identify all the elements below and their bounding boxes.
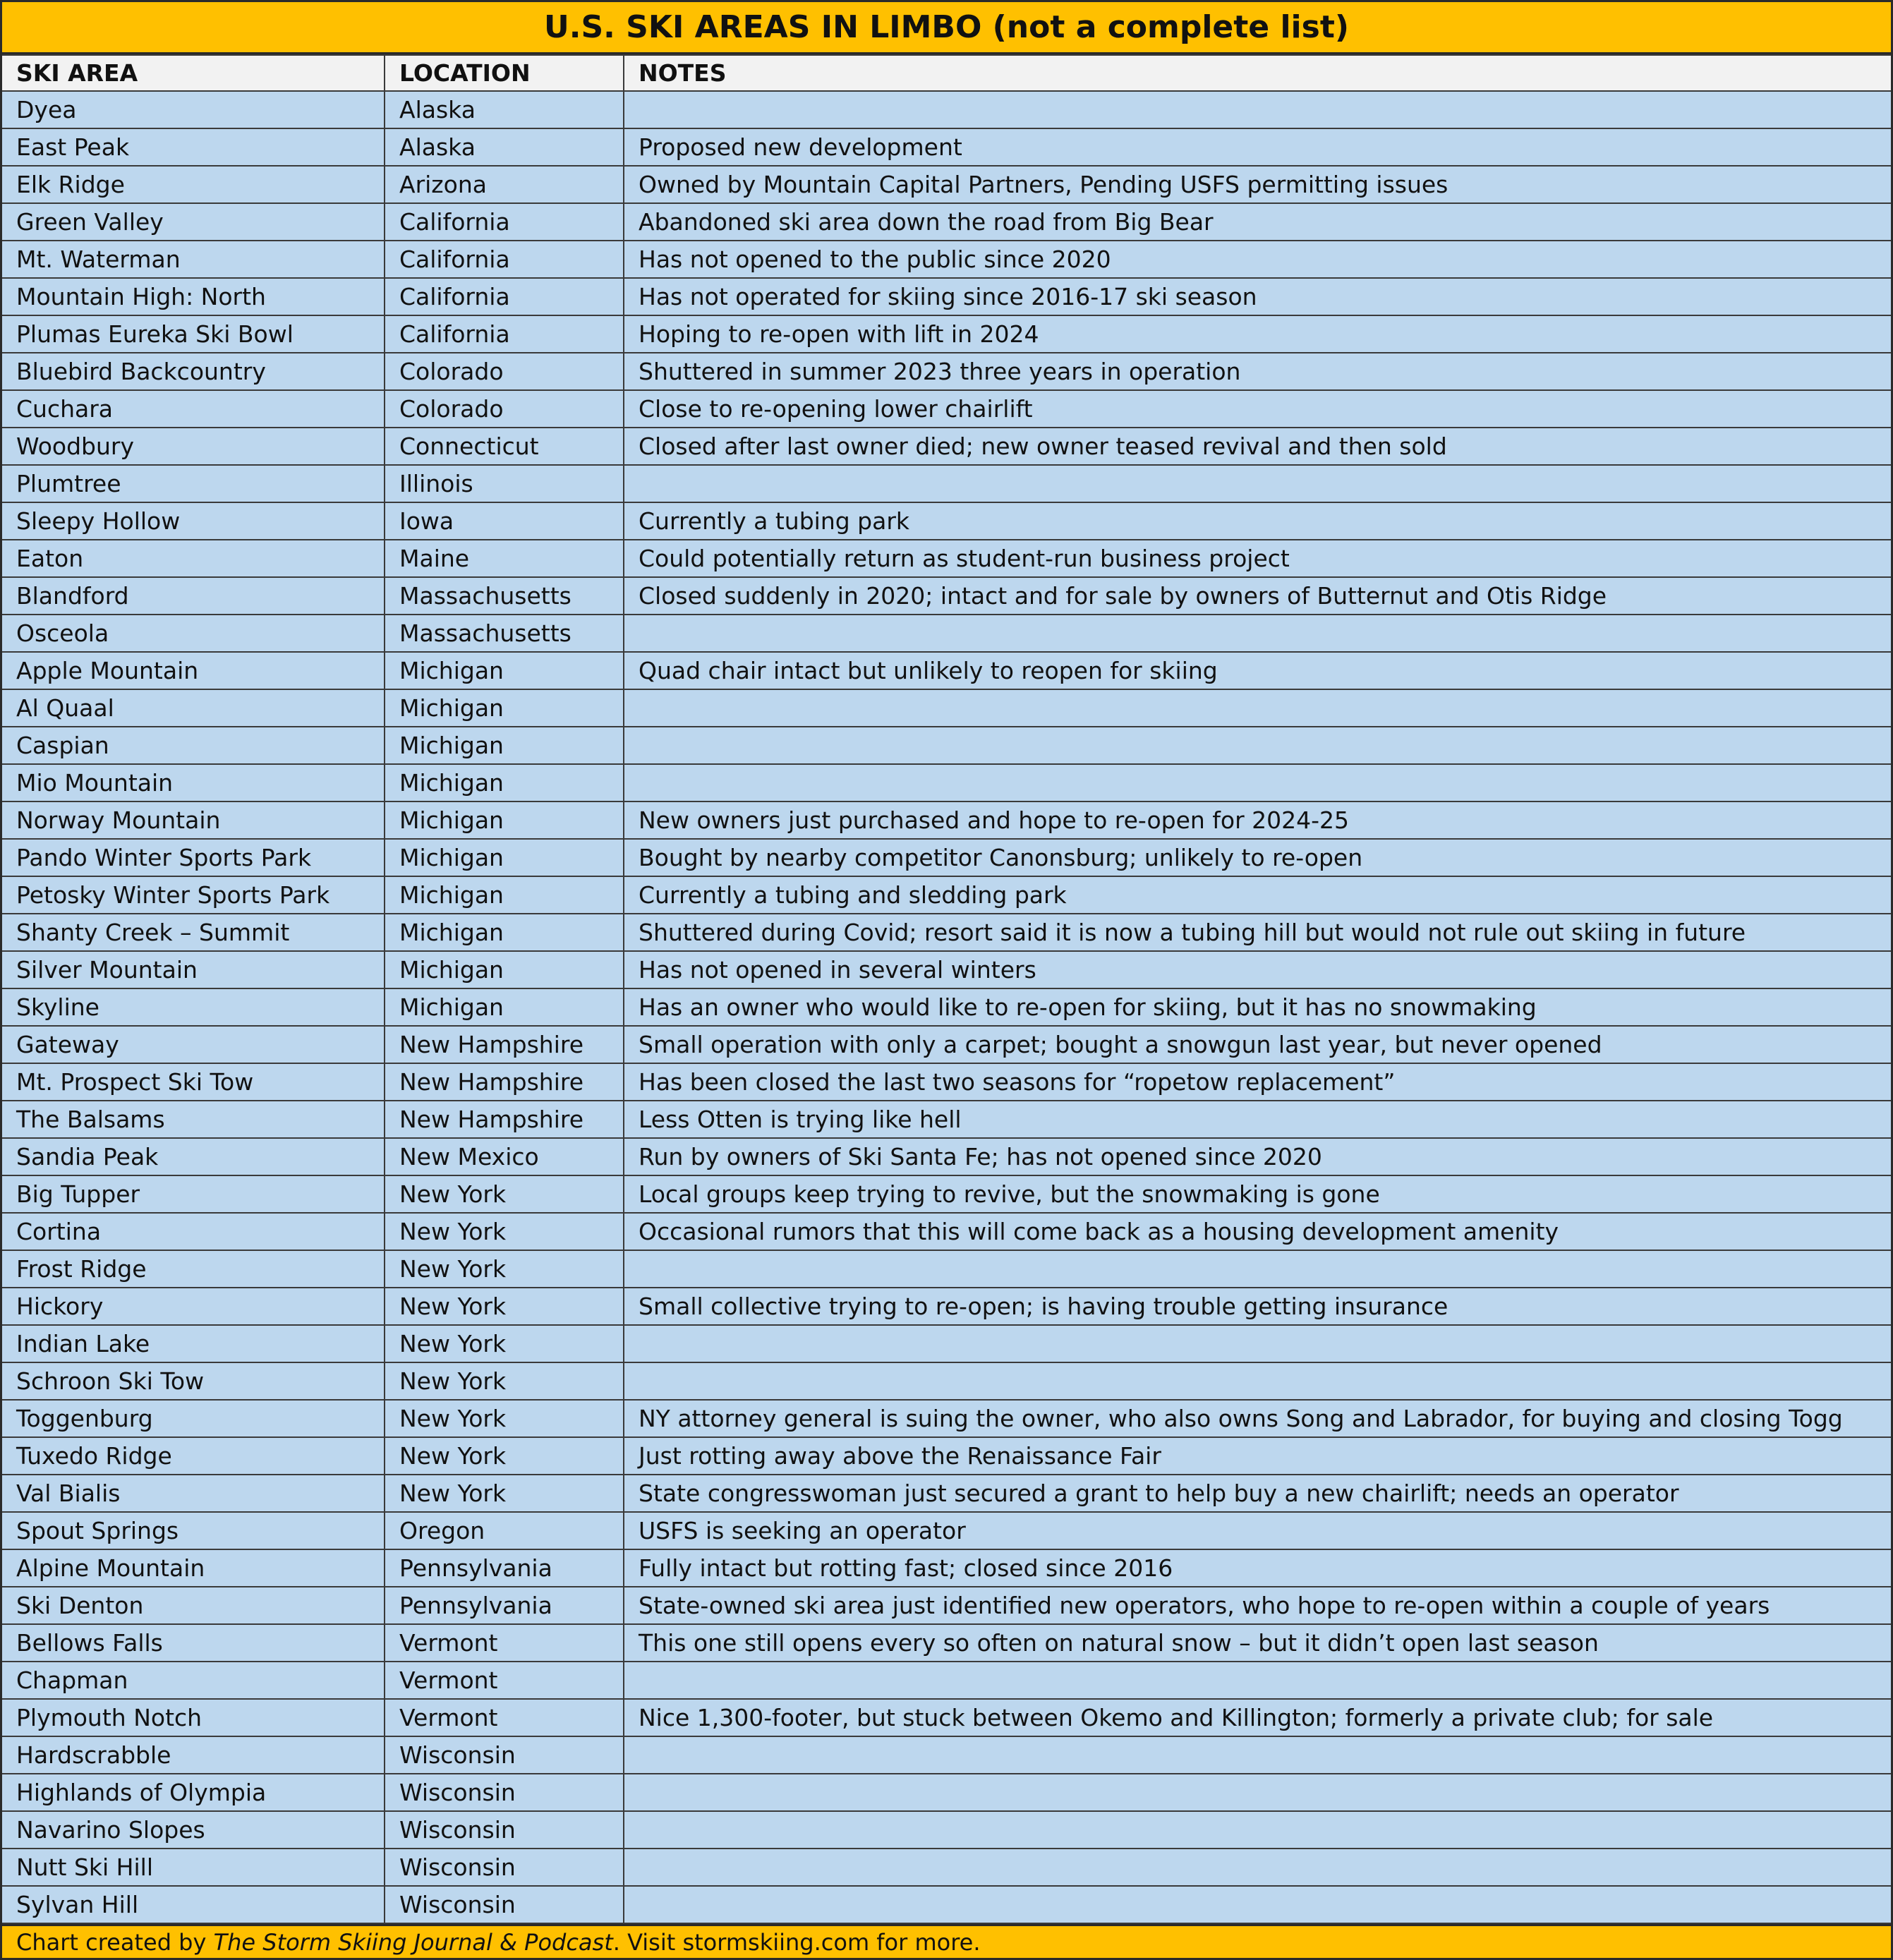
cell-notes: [624, 91, 1891, 128]
cell-location: Massachusetts: [385, 615, 624, 652]
cell-location: Michigan: [385, 652, 624, 689]
cell-ski-area: Plumas Eureka Ski Bowl: [2, 315, 385, 353]
cell-notes: This one still opens every so often on natural snow – but it didn’t open last season: [624, 1624, 1891, 1662]
cell-location: Michigan: [385, 988, 624, 1026]
table-row: [2, 1849, 1891, 1886]
cell-notes: Closed after last owner died; new owner teased revival and then sold: [624, 428, 1891, 465]
cell-notes: Small operation with only a carpet; bought a snowgun last year, but never opened: [624, 1026, 1891, 1063]
cell-ski-area: Bellows Falls: [2, 1624, 385, 1662]
cell-ski-area: Norway Mountain: [2, 801, 385, 839]
cell-ski-area: Gateway: [2, 1026, 385, 1063]
cell-location: Vermont: [385, 1699, 624, 1736]
cell-notes: Small collective trying to re-open; is having trouble getting insurance: [624, 1288, 1891, 1325]
footer-suffix: . Visit stormskiing.com for more.: [612, 1928, 981, 1956]
cell-location: Michigan: [385, 727, 624, 764]
table-row: [2, 1101, 1891, 1138]
cell-notes: Quad chair intact but unlikely to reopen for skiing: [624, 652, 1891, 689]
cell-location: Colorado: [385, 390, 624, 428]
cell-notes: Shuttered during Covid; resort said it is now a tubing hill but would not rule out skiing in future: [624, 914, 1891, 951]
table-row: [2, 764, 1891, 801]
cell-ski-area: The Balsams: [2, 1101, 385, 1138]
cell-ski-area: Tuxedo Ridge: [2, 1437, 385, 1475]
cell-ski-area: Al Quaal: [2, 689, 385, 727]
table-row: [2, 689, 1891, 727]
cell-location: Maine: [385, 540, 624, 577]
cell-notes: Has not opened in several winters: [624, 951, 1891, 988]
cell-ski-area: Mt. Prospect Ski Tow: [2, 1063, 385, 1101]
cell-ski-area: Cuchara: [2, 390, 385, 428]
cell-ski-area: Petosky Winter Sports Park: [2, 876, 385, 914]
cell-ski-area: Hickory: [2, 1288, 385, 1325]
table-row: [2, 839, 1891, 876]
cell-location: California: [385, 315, 624, 353]
cell-notes: Fully intact but rotting fast; closed since 2016: [624, 1549, 1891, 1587]
table-row: [2, 1325, 1891, 1362]
cell-ski-area: Hardscrabble: [2, 1736, 385, 1774]
cell-ski-area: Elk Ridge: [2, 166, 385, 203]
cell-location: Michigan: [385, 914, 624, 951]
cell-ski-area: Toggenburg: [2, 1400, 385, 1437]
cell-notes: NY attorney general is suing the owner, who also owns Song and Labrador, for buying and closing Togg: [624, 1400, 1891, 1437]
cell-location: Michigan: [385, 951, 624, 988]
table-row: [2, 1475, 1891, 1512]
cell-location: New York: [385, 1213, 624, 1250]
cell-ski-area: Ski Denton: [2, 1587, 385, 1624]
cell-location: Wisconsin: [385, 1886, 624, 1923]
cell-location: Illinois: [385, 465, 624, 502]
cell-ski-area: Frost Ridge: [2, 1250, 385, 1288]
cell-notes: State congresswoman just secured a grant to help buy a new chairlift; needs an operator: [624, 1475, 1891, 1512]
cell-ski-area: Woodbury: [2, 428, 385, 465]
cell-notes: Could potentially return as student-run business project: [624, 540, 1891, 577]
cell-notes: [624, 1774, 1891, 1811]
cell-location: New York: [385, 1437, 624, 1475]
cell-notes: Closed suddenly in 2020; intact and for sale by owners of Butternut and Otis Ridge: [624, 577, 1891, 615]
table-row: [2, 1624, 1891, 1662]
cell-notes: [624, 1736, 1891, 1774]
cell-notes: Bought by nearby competitor Canonsburg; unlikely to re-open: [624, 839, 1891, 876]
cell-location: Iowa: [385, 502, 624, 540]
cell-ski-area: Chapman: [2, 1662, 385, 1699]
cell-notes: [624, 465, 1891, 502]
table-row: [2, 1736, 1891, 1774]
cell-location: Michigan: [385, 876, 624, 914]
cell-notes: Has not operated for skiing since 2016-17 ski season: [624, 278, 1891, 315]
column-header-row: [2, 55, 1891, 91]
cell-ski-area: Dyea: [2, 91, 385, 128]
table-row: [2, 128, 1891, 166]
cell-location: New Mexico: [385, 1138, 624, 1175]
cell-notes: [624, 764, 1891, 801]
cell-ski-area: Apple Mountain: [2, 652, 385, 689]
cell-notes: Just rotting away above the Renaissance Fair: [624, 1437, 1891, 1475]
table-row: [2, 1512, 1891, 1549]
cell-notes: [624, 1849, 1891, 1886]
cell-location: Michigan: [385, 764, 624, 801]
cell-notes: [624, 615, 1891, 652]
table-row: [2, 1138, 1891, 1175]
cell-ski-area: Eaton: [2, 540, 385, 577]
table-row: [2, 315, 1891, 353]
cell-location: New Hampshire: [385, 1063, 624, 1101]
cell-ski-area: Pando Winter Sports Park: [2, 839, 385, 876]
cell-ski-area: Skyline: [2, 988, 385, 1026]
table-row: [2, 1437, 1891, 1475]
cell-ski-area: Cortina: [2, 1213, 385, 1250]
cell-notes: [624, 689, 1891, 727]
cell-location: New York: [385, 1325, 624, 1362]
cell-ski-area: Big Tupper: [2, 1175, 385, 1213]
cell-location: Michigan: [385, 801, 624, 839]
cell-location: New York: [385, 1362, 624, 1400]
table-row: [2, 1175, 1891, 1213]
footer-credit: [2, 1924, 1891, 1958]
table-body: [2, 91, 1891, 1923]
cell-location: Vermont: [385, 1624, 624, 1662]
table-row: [2, 652, 1891, 689]
cell-ski-area: Highlands of Olympia: [2, 1774, 385, 1811]
column-header-location: LOCATION: [385, 55, 624, 91]
table-row: [2, 91, 1891, 128]
cell-notes: Currently a tubing and sledding park: [624, 876, 1891, 914]
cell-ski-area: East Peak: [2, 128, 385, 166]
cell-ski-area: Green Valley: [2, 203, 385, 241]
table-row: [2, 1288, 1891, 1325]
table-row: [2, 1886, 1891, 1923]
table-row: [2, 540, 1891, 577]
cell-ski-area: Bluebird Backcountry: [2, 353, 385, 390]
table-row: [2, 1774, 1891, 1811]
table-row: [2, 241, 1891, 278]
cell-notes: Less Otten is trying like hell: [624, 1101, 1891, 1138]
footer-source: The Storm Skiing Journal & Podcast: [213, 1928, 613, 1956]
cell-location: Arizona: [385, 166, 624, 203]
cell-location: New York: [385, 1475, 624, 1512]
cell-notes: Has an owner who would like to re-open for skiing, but it has no snowmaking: [624, 988, 1891, 1026]
cell-ski-area: Mountain High: North: [2, 278, 385, 315]
cell-notes: [624, 1886, 1891, 1923]
cell-location: New Hampshire: [385, 1101, 624, 1138]
cell-location: New York: [385, 1400, 624, 1437]
cell-notes: [624, 1325, 1891, 1362]
table-row: [2, 951, 1891, 988]
table-row: [2, 1699, 1891, 1736]
column-header-notes: NOTES: [624, 55, 1891, 91]
table-row: [2, 1026, 1891, 1063]
cell-location: Wisconsin: [385, 1736, 624, 1774]
cell-location: Pennsylvania: [385, 1587, 624, 1624]
table-row: [2, 278, 1891, 315]
cell-location: California: [385, 278, 624, 315]
cell-ski-area: Plumtree: [2, 465, 385, 502]
cell-notes: Hoping to re-open with lift in 2024: [624, 315, 1891, 353]
cell-notes: Currently a tubing park: [624, 502, 1891, 540]
cell-location: New York: [385, 1175, 624, 1213]
cell-notes: [624, 1250, 1891, 1288]
cell-location: New York: [385, 1250, 624, 1288]
cell-notes: Abandoned ski area down the road from Big Bear: [624, 203, 1891, 241]
cell-location: Connecticut: [385, 428, 624, 465]
cell-ski-area: Mio Mountain: [2, 764, 385, 801]
cell-location: New York: [385, 1288, 624, 1325]
table-row: [2, 1400, 1891, 1437]
cell-notes: State-owned ski area just identified new operators, who hope to re-open within a couple of years: [624, 1587, 1891, 1624]
table-row: [2, 390, 1891, 428]
table-row: [2, 203, 1891, 241]
cell-notes: Has not opened to the public since 2020: [624, 241, 1891, 278]
table-row: [2, 1811, 1891, 1849]
cell-notes: USFS is seeking an operator: [624, 1512, 1891, 1549]
table-row: [2, 1213, 1891, 1250]
table-row: [2, 801, 1891, 839]
cell-notes: Shuttered in summer 2023 three years in operation: [624, 353, 1891, 390]
table-row: [2, 914, 1891, 951]
cell-location: Massachusetts: [385, 577, 624, 615]
cell-location: Wisconsin: [385, 1849, 624, 1886]
table-title: U.S. SKI AREAS IN LIMBO (not a complete list): [2, 2, 1891, 54]
cell-location: Alaska: [385, 128, 624, 166]
cell-notes: Nice 1,300-footer, but stuck between Okemo and Killington; formerly a private club; for sale: [624, 1699, 1891, 1736]
cell-location: Alaska: [385, 91, 624, 128]
table-row: [2, 428, 1891, 465]
cell-notes: Has been closed the last two seasons for “ropetow replacement”: [624, 1063, 1891, 1101]
table-row: [2, 465, 1891, 502]
table-row: [2, 1362, 1891, 1400]
cell-location: Michigan: [385, 839, 624, 876]
cell-location: California: [385, 203, 624, 241]
cell-ski-area: Nutt Ski Hill: [2, 1849, 385, 1886]
cell-ski-area: Shanty Creek – Summit: [2, 914, 385, 951]
table-row: [2, 1250, 1891, 1288]
table-row: [2, 727, 1891, 764]
cell-location: Vermont: [385, 1662, 624, 1699]
cell-location: Oregon: [385, 1512, 624, 1549]
cell-location: California: [385, 241, 624, 278]
cell-ski-area: Indian Lake: [2, 1325, 385, 1362]
cell-notes: Occasional rumors that this will come back as a housing development amenity: [624, 1213, 1891, 1250]
footer-prefix: Chart created by: [16, 1928, 207, 1956]
cell-ski-area: Caspian: [2, 727, 385, 764]
cell-notes: [624, 1362, 1891, 1400]
cell-notes: Proposed new development: [624, 128, 1891, 166]
cell-notes: [624, 1662, 1891, 1699]
column-header-ski-area: SKI AREA: [2, 55, 385, 91]
cell-notes: Run by owners of Ski Santa Fe; has not opened since 2020: [624, 1138, 1891, 1175]
cell-location: New Hampshire: [385, 1026, 624, 1063]
cell-ski-area: Sandia Peak: [2, 1138, 385, 1175]
cell-notes: Owned by Mountain Capital Partners, Pending USFS permitting issues: [624, 166, 1891, 203]
table-row: [2, 615, 1891, 652]
cell-notes: Local groups keep trying to revive, but the snowmaking is gone: [624, 1175, 1891, 1213]
table-row: [2, 1549, 1891, 1587]
cell-ski-area: Sylvan Hill: [2, 1886, 385, 1923]
cell-notes: Close to re-opening lower chairlift: [624, 390, 1891, 428]
cell-ski-area: Plymouth Notch: [2, 1699, 385, 1736]
cell-notes: [624, 727, 1891, 764]
ski-areas-table: [2, 54, 1891, 1924]
table-row: [2, 353, 1891, 390]
table-row: [2, 1587, 1891, 1624]
cell-notes: New owners just purchased and hope to re-open for 2024-25: [624, 801, 1891, 839]
cell-ski-area: Osceola: [2, 615, 385, 652]
cell-ski-area: Spout Springs: [2, 1512, 385, 1549]
table-row: [2, 1063, 1891, 1101]
table-row: [2, 166, 1891, 203]
cell-location: Colorado: [385, 353, 624, 390]
cell-location: Wisconsin: [385, 1774, 624, 1811]
cell-ski-area: Blandford: [2, 577, 385, 615]
cell-ski-area: Navarino Slopes: [2, 1811, 385, 1849]
cell-ski-area: Alpine Mountain: [2, 1549, 385, 1587]
table-row: [2, 502, 1891, 540]
table-row: [2, 577, 1891, 615]
cell-ski-area: Sleepy Hollow: [2, 502, 385, 540]
table-row: [2, 876, 1891, 914]
table-row: [2, 988, 1891, 1026]
cell-ski-area: Mt. Waterman: [2, 241, 385, 278]
cell-location: Michigan: [385, 689, 624, 727]
cell-ski-area: Silver Mountain: [2, 951, 385, 988]
cell-ski-area: Schroon Ski Tow: [2, 1362, 385, 1400]
cell-notes: [624, 1811, 1891, 1849]
table-row: [2, 1662, 1891, 1699]
cell-location: Wisconsin: [385, 1811, 624, 1849]
cell-ski-area: Val Bialis: [2, 1475, 385, 1512]
cell-location: Pennsylvania: [385, 1549, 624, 1587]
